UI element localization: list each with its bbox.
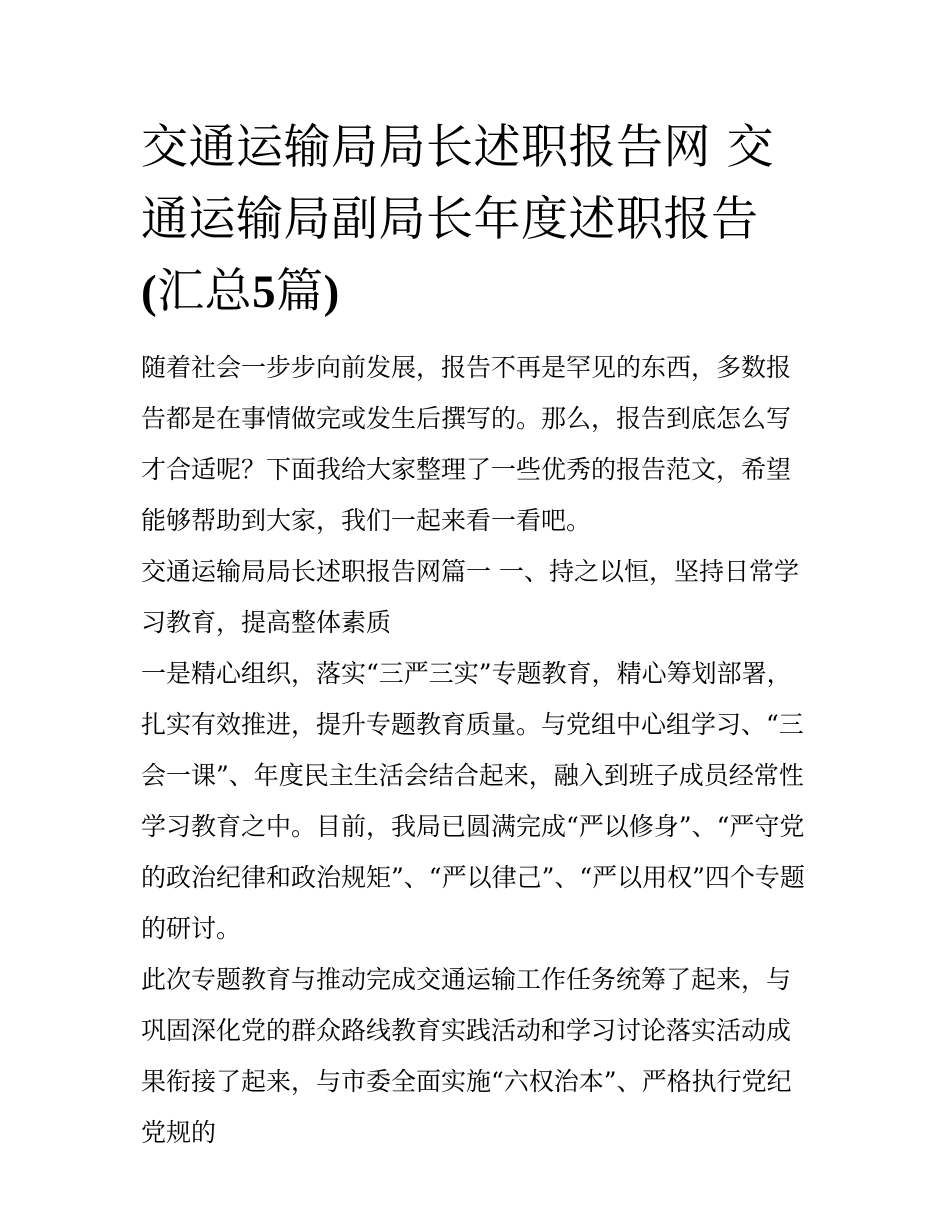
title-count: 5	[252, 266, 277, 318]
title-paren-open: (	[141, 266, 158, 318]
title-summary-text: 汇总	[157, 264, 253, 319]
title-main-text: 交通运输局局长述职报告网 交通运输局副局长年度述职报告	[141, 120, 774, 247]
document-title	[141, 112, 813, 328]
intro-paragraph: 随着社会一步步向前发展，报告不再是罕见的东西，多数报告都是在事情做完或发生后撰写的。那么，报告到底怎么写才合适呢？下面我给大家整理了一些优秀的报告范文，希望能够帮助到大家，我们一起来看一看吧。	[141, 353, 792, 535]
title-paren-close: )	[323, 266, 340, 318]
document-page	[141, 112, 813, 1158]
body-paragraph-2: 此次专题教育与推动完成交通运输工作任务统筹了起来，与巩固深化党的群众路线教育实践活动和学习讨论落实活动成果衔接了起来，与市委全面实施“六权治本”、严格执行党纪党规的	[141, 965, 792, 1147]
section-heading-paragraph: 交通运输局局长述职报告网篇一 一、持之以恒，坚持日常学习教育，提高整体素质	[141, 557, 799, 637]
title-unit: 篇	[276, 264, 324, 319]
body-paragraph-1: 一是精心组织，落实“三严三实”专题教育，精心筹划部署，扎实有效推进，提升专题教育质量。与党组中心组学习、“三会一课”、年度民主生活会结合起来，融入到班子成员经常性学习教育之中。目前，我局已圆满完成“严以修身”、“严守党的政治纪律和政治规矩”、“严以律己”、“严以用权”四个专题的研讨。	[141, 659, 805, 943]
